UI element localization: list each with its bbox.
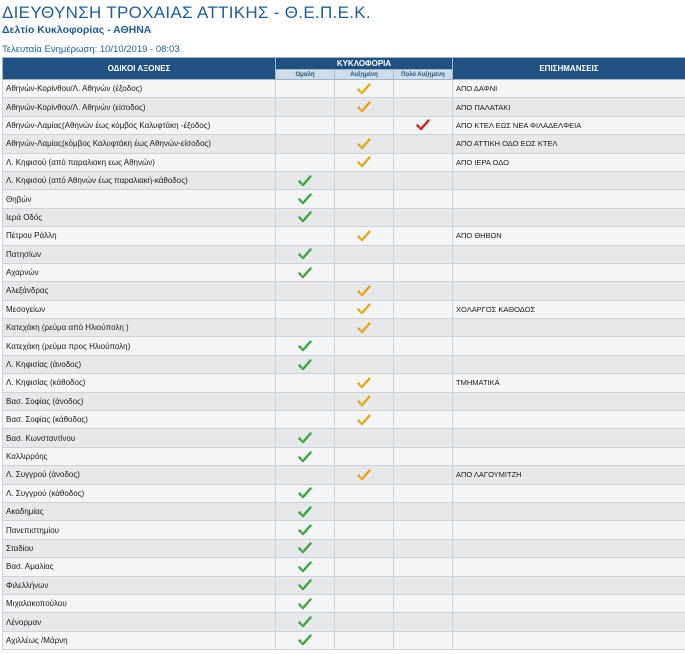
status-cell-very-increased: [394, 484, 453, 502]
road-note: [453, 263, 685, 281]
road-name: Λ. Κηφισίας (άνοδος): [3, 355, 276, 373]
status-cell-increased: [335, 392, 394, 410]
check-icon: [357, 323, 371, 332]
road-note: ΑΠΟ ΔΑΦΝΙ: [453, 80, 685, 98]
road-note: [453, 447, 685, 465]
road-note: [453, 558, 685, 576]
road-name: Κατεχάκη (ρεύμα προς Ηλιούπολη): [3, 337, 276, 355]
road-name: Αχιλλέως /Μάρνη: [3, 631, 276, 649]
check-icon: [298, 617, 312, 626]
check-icon: [416, 121, 430, 130]
road-name: Βασ. Σοφίας (κάθοδος): [3, 411, 276, 429]
road-note: ΑΠΟ ΙΕΡΑ ΟΔΟ: [453, 153, 685, 171]
road-name: Πατησίων: [3, 245, 276, 263]
status-cell-very-increased: [394, 502, 453, 520]
table-row: [3, 411, 685, 429]
status-cell-normal: [276, 98, 335, 116]
subheader-normal: Ομαλή: [276, 70, 335, 80]
road-note: [453, 502, 685, 520]
status-cell-very-increased: [394, 613, 453, 631]
subheader-increased: Αυξημένη: [335, 70, 394, 80]
status-cell-very-increased: [394, 263, 453, 281]
status-cell-increased: [335, 337, 394, 355]
status-cell-increased: [335, 263, 394, 281]
status-cell-very-increased: [394, 411, 453, 429]
page-subtitle: Δελτίο Κυκλοφορίας - ΑΘΗΝΑ: [2, 24, 152, 36]
road-note: [453, 594, 685, 612]
road-note: [453, 631, 685, 649]
road-name: Κατεχάκη (ρεύμα από Ηλιούπολη ): [3, 319, 276, 337]
last-updated: Τελευταία Ενημέρωση: 10/10/2019 - 08:03: [2, 44, 180, 55]
road-name: Βασ. Αμαλίας: [3, 558, 276, 576]
check-icon: [298, 525, 312, 534]
status-cell-normal: [276, 447, 335, 465]
road-note: ΑΠΟ ΑΤΤΙΚΗ ΟΔΟ ΕΩΣ ΚΤΕΛ: [453, 135, 685, 153]
column-header-notes: ΕΠΙΣΗΜΑΝΣΕΙΣ: [453, 58, 685, 80]
status-cell-increased: [335, 355, 394, 373]
status-cell-normal: [276, 319, 335, 337]
status-cell-very-increased: [394, 539, 453, 557]
check-icon: [298, 360, 312, 369]
table-row: [3, 429, 685, 447]
status-cell-increased: [335, 466, 394, 484]
status-cell-increased: [335, 594, 394, 612]
status-cell-normal: [276, 245, 335, 263]
table-row: [3, 337, 685, 355]
status-cell-increased: [335, 208, 394, 226]
road-name: Λένορμαν: [3, 613, 276, 631]
status-cell-very-increased: [394, 190, 453, 208]
road-name: Λ. Κηφισού (από Αθηνών έως παραλιακή-κάθοδος): [3, 171, 276, 189]
check-icon: [298, 213, 312, 222]
road-note: [453, 190, 685, 208]
check-icon: [298, 636, 312, 645]
status-cell-very-increased: [394, 429, 453, 447]
table-row: [3, 594, 685, 612]
status-cell-normal: [276, 613, 335, 631]
status-cell-increased: [335, 171, 394, 189]
road-note: [453, 411, 685, 429]
status-cell-normal: [276, 539, 335, 557]
road-note: ΑΠΟ ΠΑΛΑΤΑΚΙ: [453, 98, 685, 116]
road-note: [453, 576, 685, 594]
table-row: [3, 355, 685, 373]
road-name: Φιλελλήνων: [3, 576, 276, 594]
road-note: [453, 484, 685, 502]
road-name: Αθηνών-Κορίνθου/Λ. Αθηνών (είσοδος): [3, 98, 276, 116]
road-note: ΑΠΟ ΚΤΕΛ ΕΩΣ ΝΕΑ ΦΙΛΑΔΕΛΦΕΙΑ: [453, 116, 685, 134]
check-icon: [298, 599, 312, 608]
table-row: [3, 576, 685, 594]
road-note: [453, 171, 685, 189]
table-row: [3, 208, 685, 226]
road-name: Μιχαλακοπούλου: [3, 594, 276, 612]
status-cell-normal: [276, 263, 335, 281]
check-icon: [298, 268, 312, 277]
table-row: [3, 558, 685, 576]
status-cell-very-increased: [394, 374, 453, 392]
status-cell-increased: [335, 447, 394, 465]
table-row: [3, 631, 685, 649]
road-name: Λ. Κηφισίας (κάθοδος): [3, 374, 276, 392]
road-name: Λ. Κηφισού (από παραλιακη εως Αθηνών): [3, 153, 276, 171]
table-row: [3, 263, 685, 281]
traffic-table: [2, 57, 685, 650]
road-name: Αθηνών-Λαμίας(Αθηνών έως κόμβος Καλυφτάκη -έξοδος): [3, 116, 276, 134]
road-name: Αθηνών-Κορίνθου/Λ. Αθηνών (έξοδος): [3, 80, 276, 98]
status-cell-increased: [335, 98, 394, 116]
status-cell-normal: [276, 208, 335, 226]
road-name: Βασ. Κωνσταντίνου: [3, 429, 276, 447]
road-name: Αλεξάνδρας: [3, 282, 276, 300]
table-row: [3, 613, 685, 631]
status-cell-very-increased: [394, 576, 453, 594]
check-icon: [357, 84, 371, 93]
table-row: [3, 539, 685, 557]
status-cell-normal: [276, 80, 335, 98]
status-cell-increased: [335, 558, 394, 576]
status-cell-increased: [335, 484, 394, 502]
road-name: Βασ. Σοφίας (άνοδος): [3, 392, 276, 410]
column-header-roads: ΟΔΙΚΟΙ ΑΞΟΝΕΣ: [3, 58, 276, 80]
road-note: [453, 337, 685, 355]
status-cell-very-increased: [394, 98, 453, 116]
status-cell-normal: [276, 135, 335, 153]
table-row: [3, 392, 685, 410]
check-icon: [357, 470, 371, 479]
status-cell-increased: [335, 227, 394, 245]
status-cell-very-increased: [394, 208, 453, 226]
check-icon: [357, 286, 371, 295]
road-note: [453, 613, 685, 631]
table-row: [3, 447, 685, 465]
status-cell-increased: [335, 521, 394, 539]
road-note: [453, 392, 685, 410]
check-icon: [357, 378, 371, 387]
status-cell-normal: [276, 392, 335, 410]
road-name: Θηβών: [3, 190, 276, 208]
table-row: [3, 484, 685, 502]
road-note: [453, 208, 685, 226]
subheader-very-increased: Πολύ Αυξημένη: [394, 70, 453, 80]
table-row: [3, 190, 685, 208]
table-row: [3, 227, 685, 245]
table-row: [3, 171, 685, 189]
status-cell-very-increased: [394, 447, 453, 465]
status-cell-increased: [335, 374, 394, 392]
status-cell-normal: [276, 190, 335, 208]
status-cell-increased: [335, 300, 394, 318]
table-row: [3, 80, 685, 98]
table-row: [3, 502, 685, 520]
check-icon: [298, 249, 312, 258]
road-note: [453, 319, 685, 337]
status-cell-normal: [276, 576, 335, 594]
road-note: ΧΟΛΑΡΓΟΣ ΚΑΘΟΔΟΣ: [453, 300, 685, 318]
status-cell-very-increased: [394, 245, 453, 263]
status-cell-normal: [276, 300, 335, 318]
status-cell-increased: [335, 502, 394, 520]
road-name: Αχαρνών: [3, 263, 276, 281]
table-row: [3, 300, 685, 318]
status-cell-normal: [276, 466, 335, 484]
table-row: [3, 466, 685, 484]
table-row: [3, 319, 685, 337]
status-cell-increased: [335, 116, 394, 134]
table-row: [3, 282, 685, 300]
table-row: [3, 245, 685, 263]
status-cell-normal: [276, 374, 335, 392]
check-icon: [298, 433, 312, 442]
status-cell-normal: [276, 631, 335, 649]
status-cell-increased: [335, 153, 394, 171]
status-cell-very-increased: [394, 282, 453, 300]
status-cell-normal: [276, 484, 335, 502]
status-cell-normal: [276, 558, 335, 576]
status-cell-increased: [335, 576, 394, 594]
check-icon: [298, 580, 312, 589]
road-note: [453, 245, 685, 263]
check-icon: [298, 176, 312, 185]
status-cell-increased: [335, 245, 394, 263]
table-row: [3, 116, 685, 134]
status-cell-increased: [335, 80, 394, 98]
status-cell-normal: [276, 429, 335, 447]
table-row: [3, 98, 685, 116]
road-name: Σταδίου: [3, 539, 276, 557]
status-cell-very-increased: [394, 392, 453, 410]
road-name: Μεσογείων: [3, 300, 276, 318]
status-cell-very-increased: [394, 116, 453, 134]
road-name: Πέτρου Ράλλη: [3, 227, 276, 245]
road-name: Καλλιρρόης: [3, 447, 276, 465]
road-note: ΑΠΟ ΘΗΒΩΝ: [453, 227, 685, 245]
status-cell-normal: [276, 153, 335, 171]
status-cell-very-increased: [394, 300, 453, 318]
status-cell-very-increased: [394, 80, 453, 98]
status-cell-very-increased: [394, 135, 453, 153]
status-cell-increased: [335, 539, 394, 557]
status-cell-very-increased: [394, 594, 453, 612]
table-row: [3, 153, 685, 171]
status-cell-increased: [335, 429, 394, 447]
status-cell-normal: [276, 411, 335, 429]
status-cell-increased: [335, 190, 394, 208]
check-icon: [357, 396, 371, 405]
status-cell-very-increased: [394, 355, 453, 373]
check-icon: [298, 562, 312, 571]
table-row: [3, 135, 685, 153]
traffic-rows: [3, 80, 685, 650]
road-name: Αθηνών-Λαμίας(κόμβος Καλυφτάκη έως Αθηνών-είσοδος): [3, 135, 276, 153]
status-cell-normal: [276, 116, 335, 134]
status-cell-increased: [335, 613, 394, 631]
status-cell-increased: [335, 135, 394, 153]
check-icon: [298, 544, 312, 553]
status-cell-normal: [276, 337, 335, 355]
road-name: Ιερά Οδός: [3, 208, 276, 226]
status-cell-very-increased: [394, 319, 453, 337]
check-icon: [357, 139, 371, 148]
status-cell-very-increased: [394, 521, 453, 539]
check-icon: [357, 157, 371, 166]
status-cell-very-increased: [394, 227, 453, 245]
status-cell-normal: [276, 227, 335, 245]
check-icon: [357, 304, 371, 313]
status-cell-very-increased: [394, 631, 453, 649]
status-cell-very-increased: [394, 153, 453, 171]
table-row: [3, 521, 685, 539]
column-header-traffic: ΚΥΚΛΟΦΟΡΙΑ: [276, 58, 453, 70]
check-icon: [298, 194, 312, 203]
page-title: ΔΙΕΥΘΥΝΣΗ ΤΡΟΧΑΙΑΣ ΑΤΤΙΚΗΣ - Θ.Ε.Π.Ε.Κ.: [2, 3, 371, 22]
status-cell-increased: [335, 631, 394, 649]
road-note: [453, 429, 685, 447]
page-header: [0, 0, 685, 57]
road-note: ΑΠΟ ΛΑΓΟΥΜΙΤΖΗ: [453, 466, 685, 484]
check-icon: [357, 231, 371, 240]
road-name: Λ. Συγγρού (κάθοδος): [3, 484, 276, 502]
road-note: [453, 521, 685, 539]
status-cell-normal: [276, 502, 335, 520]
table-row: [3, 374, 685, 392]
road-name: Ακαδημίας: [3, 502, 276, 520]
check-icon: [298, 341, 312, 350]
status-cell-normal: [276, 594, 335, 612]
road-note: [453, 282, 685, 300]
status-cell-normal: [276, 171, 335, 189]
road-name: Λ. Συγγρού (άνοδος): [3, 466, 276, 484]
road-note: ΤΜΗΜΑΤΙΚΑ: [453, 374, 685, 392]
check-icon: [357, 415, 371, 424]
check-icon: [298, 488, 312, 497]
status-cell-very-increased: [394, 466, 453, 484]
status-cell-increased: [335, 282, 394, 300]
status-cell-increased: [335, 319, 394, 337]
road-name: Πανεπιστημίου: [3, 521, 276, 539]
status-cell-very-increased: [394, 337, 453, 355]
status-cell-normal: [276, 282, 335, 300]
status-cell-normal: [276, 355, 335, 373]
check-icon: [357, 102, 371, 111]
road-note: [453, 355, 685, 373]
status-cell-very-increased: [394, 558, 453, 576]
check-icon: [298, 507, 312, 516]
status-cell-increased: [335, 411, 394, 429]
road-note: [453, 539, 685, 557]
status-cell-normal: [276, 521, 335, 539]
check-icon: [298, 452, 312, 461]
status-cell-very-increased: [394, 171, 453, 189]
